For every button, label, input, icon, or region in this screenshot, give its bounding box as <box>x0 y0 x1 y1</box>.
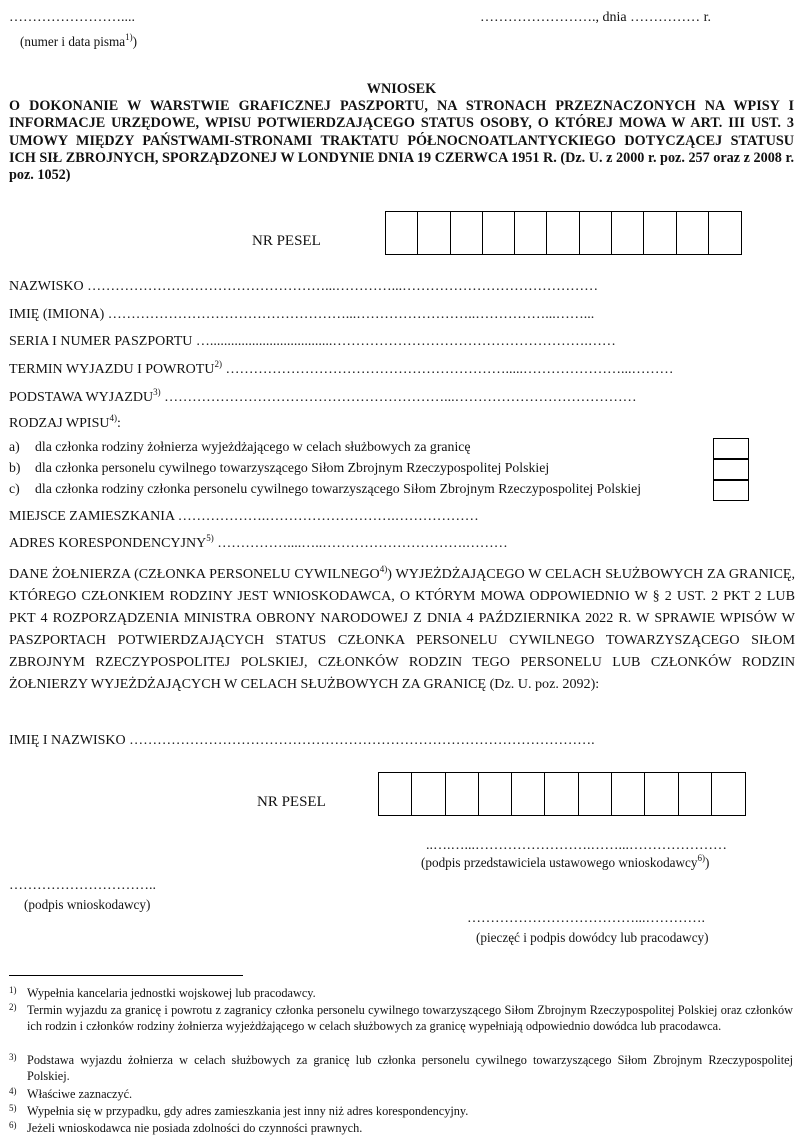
pesel-digit-box[interactable] <box>545 773 578 815</box>
form-title <box>9 81 794 184</box>
pesel-digit-box[interactable] <box>483 212 515 254</box>
residence-field[interactable] <box>9 509 479 525</box>
pesel-digit-box[interactable] <box>612 212 644 254</box>
reference-label-text: (numer i data pisma <box>20 34 126 49</box>
residence-label: MIEJSCE ZAMIESZKANIA <box>9 509 175 524</box>
entry-type-option-b <box>9 460 549 476</box>
basis-label: PODSTAWA WYJAZDU <box>9 390 154 405</box>
form-title-heading: WNIOSEK <box>366 81 437 97</box>
option-letter: c) <box>9 481 20 496</box>
form-title-body <box>9 98 794 184</box>
footnote-text: Podstawa wyjazdu żołnierza w celach służbowych za granicę lub członka personelu cywilnego towarzyszącego Siłom Zbrojnym Rzeczypospolitej Polskiej. <box>27 1053 793 1084</box>
basis-footnote: 3) <box>153 387 161 397</box>
option-a-checkbox[interactable] <box>713 438 749 459</box>
option-c-checkbox[interactable] <box>713 480 749 501</box>
firstname-field[interactable] <box>9 307 594 323</box>
entry-type-colon: : <box>116 416 121 431</box>
pesel-digit-box[interactable] <box>709 212 741 254</box>
footnote-number: 2) <box>9 1002 17 1012</box>
basis-field[interactable] <box>9 387 637 406</box>
pesel-digit-box[interactable] <box>679 773 712 815</box>
pesel-digit-box[interactable] <box>644 212 676 254</box>
footnote-number: 1) <box>9 985 17 995</box>
entry-type-option-a <box>9 439 471 455</box>
pesel-digit-box[interactable] <box>645 773 678 815</box>
pesel-grid <box>385 211 742 255</box>
document-reference-line[interactable]: …………………….... <box>9 10 135 25</box>
soldier-pesel-label: NR PESEL <box>257 794 326 810</box>
dates-label: TERMIN WYJAZDU I POWROTU <box>9 362 215 377</box>
applicant-signature-label: (podpis wnioskodawcy) <box>24 897 151 912</box>
commander-signature-label: (pieczęć i podpis dowódcy lub pracodawcy) <box>476 930 709 945</box>
pesel-digit-box[interactable] <box>512 773 545 815</box>
pesel-digit-box[interactable] <box>677 212 709 254</box>
footnote-number: 3) <box>9 1052 17 1062</box>
pesel-digit-box[interactable] <box>412 773 445 815</box>
footnote-5 <box>9 1103 793 1119</box>
surname-field[interactable] <box>9 279 598 295</box>
legal-rep-footnote: 6) <box>697 853 705 863</box>
footnote-text: Wypełnia się w przypadku, gdy adres zamieszkania jest inny niż adres korespondencyjny. <box>27 1104 469 1118</box>
footnote-6 <box>9 1120 793 1136</box>
document-reference-label <box>20 34 137 50</box>
soldier-para-text-b: ) WYJEŻDŻAJĄCEGO W CELACH SŁUŻBOWYCH ZA GRANICĘ, KTÓREGO CZŁONKIEM RODZINY JEST WNIOSKODAWCA, O KTÓRYM MOWA ODPOWIEDNIO W § 2 UST. 2 PKT 2 LUB PKT 4 ROZPORZĄDZENIA MINISTRA OBRONY NARODOWEJ Z DNIA 4 PAŹDZIERNIKA 2022 R. W SPRAWIE WPISÓW W PASZPORTACH POTWIERDZAJĄCYCH STATUS CZŁONKA PERSONELU CYWILNEGO TOWARZYSZĄCEGO SIŁOM ZBROJNYM RZECZYPOSPOLITEJ POLSKIEJ, CZŁONKÓW RODZIN TEGO PERSONELU LUB CZŁONKÓW RODZIN ŻOŁNIERZY WYJEŻDŻAJĄCYCH W CELACH SŁUŻBOWYCH ZA GRANICĘ (Dz. U. poz. 2092): <box>9 566 795 693</box>
applicant-signature-line[interactable]: ………………………….. <box>9 878 156 893</box>
footnote-number: 4) <box>9 1086 17 1096</box>
footnote-4 <box>9 1086 793 1102</box>
legal-rep-signature-label <box>421 855 709 871</box>
soldier-para-text-a: DANE ŻOŁNIERZA (CZŁONKA PERSONELU CYWILNEGO <box>9 566 380 582</box>
option-b-checkbox[interactable] <box>713 459 749 480</box>
place-date-line[interactable]: ……………………., dnia …………… r. <box>480 10 711 25</box>
address-dots[interactable]: ……………....…..………………………….……… <box>217 536 508 551</box>
address-field[interactable] <box>9 533 508 552</box>
pesel-digit-box[interactable] <box>612 773 645 815</box>
reference-label-footnote: 1) <box>125 32 133 42</box>
pesel-digit-box[interactable] <box>712 773 745 815</box>
footnote-text: Wypełnia kancelaria jednostki wojskowej lub pracodawcy. <box>27 986 316 1000</box>
residence-dots[interactable]: ……………….……………………….……………… <box>177 509 479 524</box>
soldier-pesel-grid <box>378 772 746 816</box>
passport-label: SERIA I NUMER PASZPORTU <box>9 334 193 349</box>
address-label: ADRES KORESPONDENCYJNY <box>9 536 207 551</box>
soldier-data-paragraph <box>9 563 795 696</box>
pesel-digit-box[interactable] <box>580 212 612 254</box>
legal-rep-signature-line[interactable]: ..….…...…………………….……...………………… <box>426 838 727 853</box>
passport-field[interactable] <box>9 334 616 350</box>
footnote-1 <box>9 985 793 1001</box>
pesel-label: NR PESEL <box>252 233 321 249</box>
form-title-text: O DOKONANIE W WARSTWIE GRAFICZNEJ PASZPORTU, NA STRONACH PRZEZNACZONYCH NA WPISY I INFORMACJE URZĘDOWE, WPISU POTWIERDZAJĄCEGO STATUS OSOBY, O KTÓREJ MOWA W ART. III UST. 3 UMOWY MIĘDZY PAŃSTWAMI-STRONAMI TRAKTATU PÓŁNOCNOATLANTYCKIEGO DOTYCZĄCEJ STATUSU ICH SIŁ ZBROJNYCH, SPORZĄDZONEJ W LONDYNIE DNIA 19 CZERWCA 1951 R. <box>9 98 794 166</box>
soldier-name-label: IMIĘ I NAZWISKO <box>9 733 126 748</box>
passport-dots[interactable]: …...................................……………………………………………….…… <box>195 334 616 349</box>
dates-footnote: 2) <box>214 359 222 369</box>
soldier-para-footnote: 4) <box>379 564 388 574</box>
commander-signature-line[interactable]: ………………………………...…………. <box>467 911 705 926</box>
footnote-number: 6) <box>9 1120 17 1130</box>
footnote-2 <box>9 1002 793 1035</box>
basis-dots[interactable]: ……………………………………………………...………………………………… <box>164 390 637 405</box>
footnote-text: Termin wyjazdu za granicę i powrotu z zagranicy członka personelu cywilnego towarzyszącego Siłom Zbrojnym Rzeczypospolitej Polskiej oraz członków ich rodzin i członków rodziny żołnierza wyjeżdżającego w celach służbowych za granicę wypełniają odpowiednio dowódca lub pracodawca. <box>27 1003 793 1034</box>
entry-type-option-c <box>9 481 641 497</box>
pesel-digit-box[interactable] <box>386 212 418 254</box>
soldier-name-field[interactable] <box>9 733 595 749</box>
dates-dots[interactable]: …………………………………………………….....…………………...……… <box>225 362 674 377</box>
reference-label-close: ) <box>132 34 138 49</box>
option-letter: a) <box>9 439 20 454</box>
address-footnote: 5) <box>206 533 214 543</box>
entry-type-label-row <box>9 413 121 432</box>
pesel-digit-box[interactable] <box>515 212 547 254</box>
pesel-digit-box[interactable] <box>451 212 483 254</box>
entry-type-footnote: 4) <box>109 413 117 423</box>
pesel-digit-box[interactable] <box>379 773 412 815</box>
entry-type-label: RODZAJ WPISU <box>9 416 110 431</box>
pesel-digit-box[interactable] <box>418 212 450 254</box>
pesel-digit-box[interactable] <box>479 773 512 815</box>
footnote-text: Jeżeli wnioskodawca nie posiada zdolności do czynności prawnych. <box>27 1121 363 1135</box>
option-text: dla członka rodziny członka personelu cywilnego towarzyszącego Siłom Zbrojnym Rzeczypospolitej Polskiej <box>35 481 642 496</box>
footnote-text: Właściwe zaznaczyć. <box>27 1087 133 1101</box>
option-letter: b) <box>9 460 21 475</box>
pesel-digit-box[interactable] <box>579 773 612 815</box>
legal-rep-label-close: ) <box>705 855 710 870</box>
legal-rep-label-text: (podpis przedstawiciela ustawowego wnioskodawcy <box>421 855 698 870</box>
soldier-name-dots[interactable]: ………………………………………………………………………………………. <box>129 733 595 748</box>
surname-dots[interactable]: ……………………………………………...…………...…………………………………… <box>87 279 599 294</box>
surname-label: NAZWISKO <box>9 279 84 294</box>
option-text: dla członka rodziny żołnierza wyjeżdżającego w celach służbowych za granicę <box>35 439 471 454</box>
firstname-dots[interactable]: ……………………………………………...……………………..……………...……... <box>107 307 595 322</box>
firstname-label: IMIĘ (IMIONA) <box>9 307 105 322</box>
form-title-citation: (Dz. U. z 2000 r. poz. 257 oraz z 2008 r. poz. 1052) <box>9 149 794 184</box>
pesel-digit-box[interactable] <box>547 212 579 254</box>
footnote-separator <box>9 975 243 976</box>
footnote-3 <box>9 1052 793 1085</box>
footnote-number: 5) <box>9 1103 17 1113</box>
pesel-digit-box[interactable] <box>446 773 479 815</box>
dates-field[interactable] <box>9 359 674 378</box>
option-text: dla członka personelu cywilnego towarzyszącego Siłom Zbrojnym Rzeczypospolitej Polskiej <box>35 460 550 475</box>
